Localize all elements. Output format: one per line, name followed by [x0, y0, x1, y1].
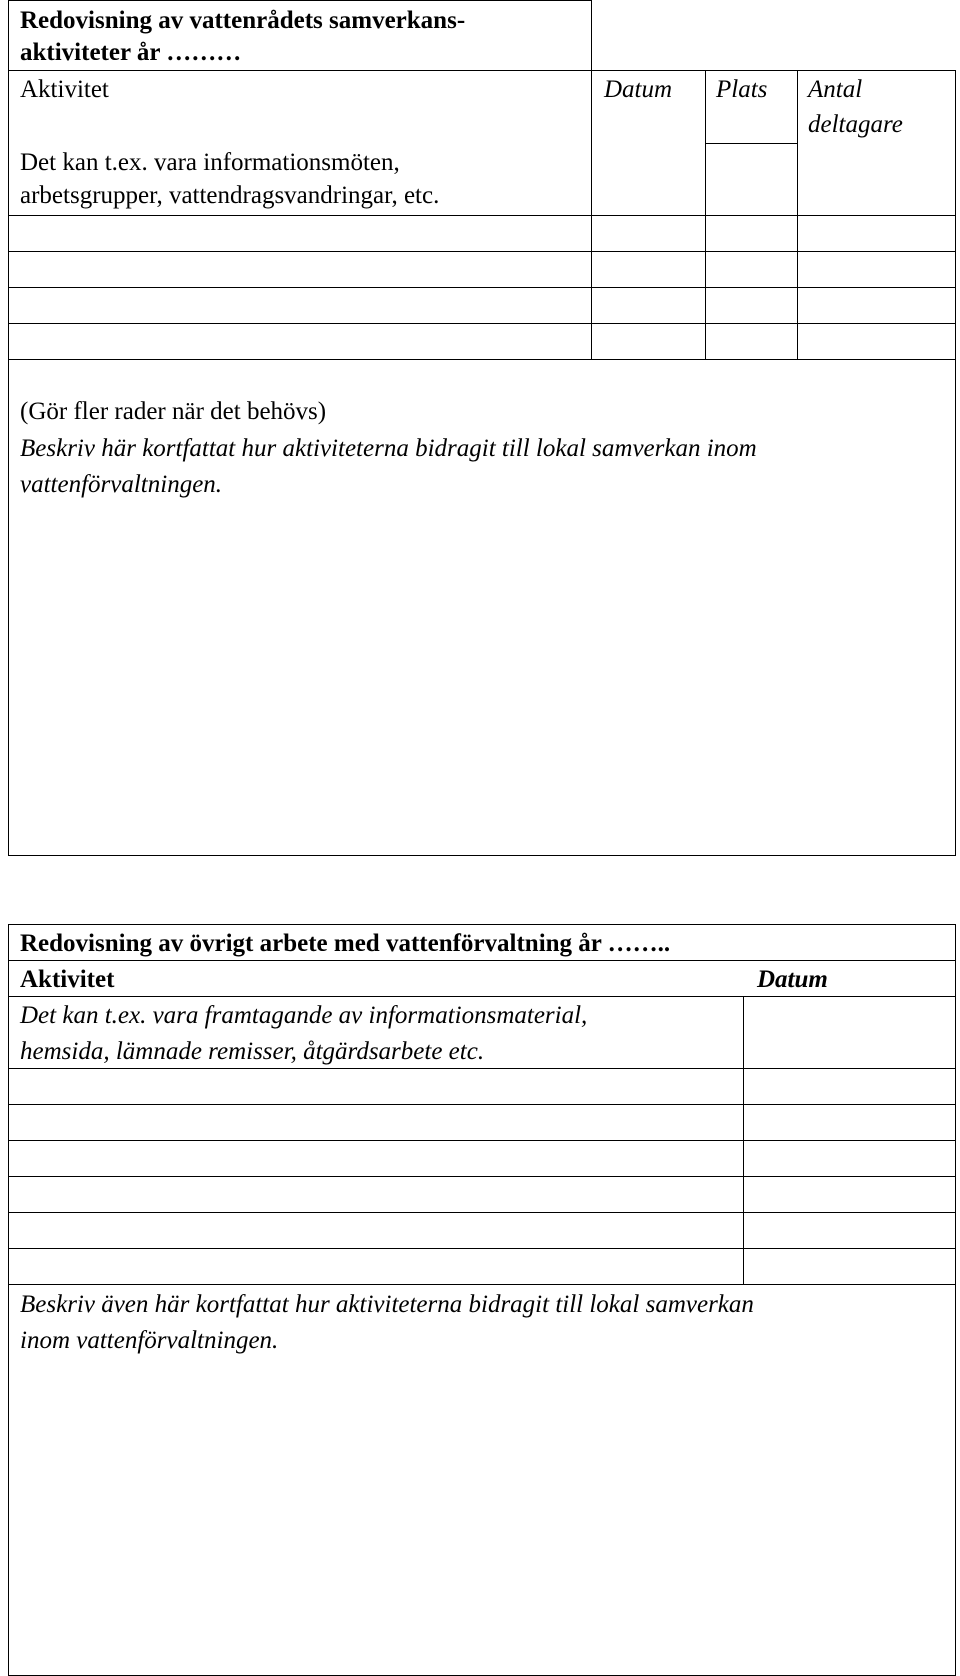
row-rule	[8, 251, 956, 252]
example-text: Det kan t.ex. vara informationsmöten,	[20, 149, 400, 176]
row-rule	[8, 287, 956, 288]
column-header-activity: Aktivitet	[20, 966, 115, 993]
description-prompt: vattenförvaltningen.	[20, 471, 223, 498]
row-rule	[8, 323, 956, 324]
row-rule	[8, 1140, 956, 1141]
row-rule	[8, 1284, 956, 1285]
row-rule	[8, 1104, 956, 1105]
table-border-bottom	[8, 855, 956, 856]
column-header-place: Plats	[716, 76, 768, 103]
row-rule	[8, 1176, 956, 1177]
table-border-left	[8, 924, 9, 1676]
column-divider-participants	[797, 70, 798, 359]
description-prompt: inom vattenförvaltningen.	[20, 1327, 279, 1354]
example-text: Det kan t.ex. vara framtagande av informationsmaterial,	[20, 1002, 588, 1029]
example-text: arbetsgrupper, vattendragsvandringar, etc.	[20, 182, 440, 209]
row-rule	[8, 1248, 956, 1249]
column-divider-date	[591, 70, 592, 359]
column-divider-date	[743, 996, 744, 1284]
section-title: aktiviteter år ………	[20, 39, 242, 66]
table-border-top	[8, 924, 956, 925]
column-header-participants: Antal	[808, 76, 863, 103]
header-subrule-place	[705, 143, 797, 144]
example-text: hemsida, lämnade remisser, åtgärdsarbete etc.	[20, 1038, 485, 1065]
row-rule	[8, 215, 956, 216]
section-title: Redovisning av övrigt arbete med vattenförvaltning år ……..	[20, 930, 671, 957]
column-divider-place	[705, 70, 706, 359]
description-prompt: Beskriv även här kortfattat hur aktiviteterna bidragit till lokal samverkan	[20, 1291, 754, 1318]
column-header-activity: Aktivitet	[20, 76, 109, 103]
row-rule	[8, 359, 956, 360]
column-header-date: Datum	[604, 76, 673, 103]
table-border-left	[8, 0, 9, 855]
table-border-right	[955, 70, 956, 855]
column-header-date: Datum	[757, 966, 828, 993]
description-prompt: Beskriv här kortfattat hur aktiviteterna bidragit till lokal samverkan inom	[20, 435, 757, 462]
row-rule	[8, 1212, 956, 1213]
column-header-participants: deltagare	[808, 111, 903, 138]
section-title: Redovisning av vattenrådets samverkans-	[20, 7, 466, 34]
more-rows-note: (Gör fler rader när det behövs)	[20, 398, 327, 425]
table-border-top	[8, 0, 592, 1]
header-rule	[8, 70, 956, 71]
table-border-right	[955, 924, 956, 1676]
table-title-border-right	[591, 0, 592, 70]
